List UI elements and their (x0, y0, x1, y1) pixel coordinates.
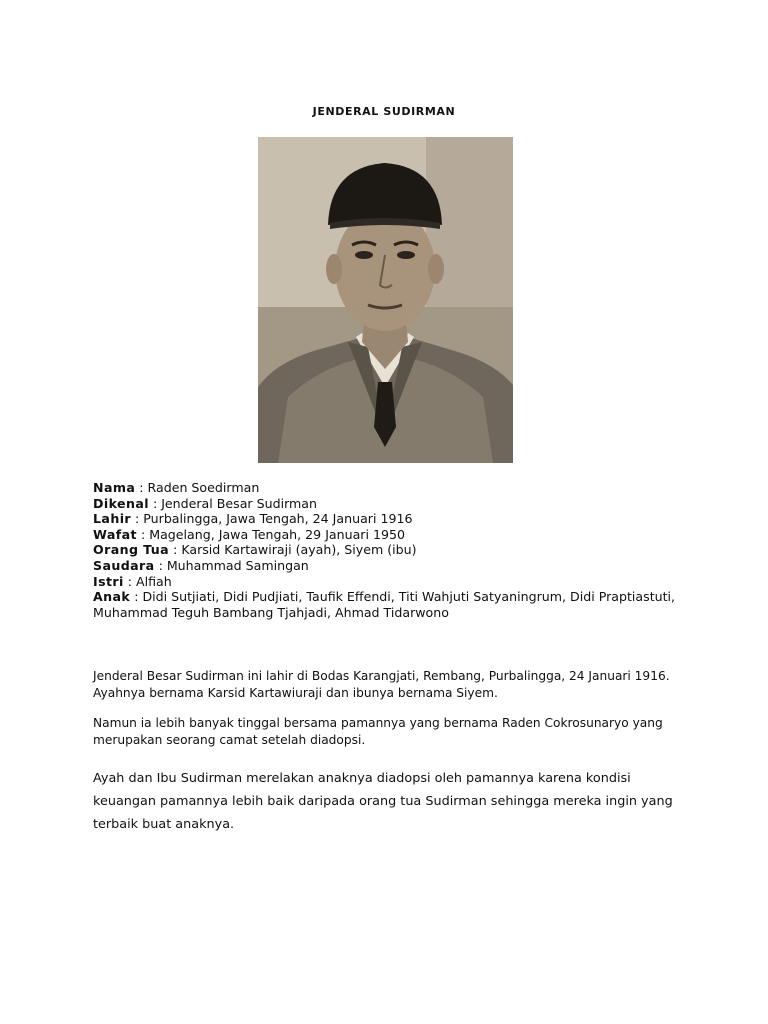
biodata-row-lahir (93, 511, 693, 527)
biodata-row-saudara (93, 558, 693, 574)
biodata-row-istri (93, 574, 693, 590)
biodata-key: Wafat (93, 526, 137, 542)
biodata-value: Magelang, Jawa Tengah, 29 Januari 1950 (149, 526, 406, 542)
biodata-key: Anak (93, 589, 131, 605)
biodata-key: Istri (93, 573, 124, 589)
biodata-separator: : (136, 526, 150, 542)
biodata-row-dikenal (93, 496, 693, 512)
biodata-key: Orang Tua (93, 542, 170, 558)
biodata-separator: : (169, 542, 182, 558)
portrait-photo (258, 137, 513, 463)
biodata-row-wafat (93, 527, 693, 543)
biodata-separator: : (131, 511, 144, 527)
biodata-key: Lahir (93, 511, 132, 527)
biodata-value: Alfiah (135, 573, 172, 589)
biodata-key: Saudara (93, 557, 155, 573)
biodata-key: Dikenal (93, 495, 149, 511)
biodata-value: Muhammad Samingan (166, 557, 309, 573)
paragraph-adoption: Namun ia lebih banyak tinggal bersama pamannya yang bernama Raden Cokrosunaryo yang merupakan seorang camat setelah diadopsi. (93, 716, 663, 747)
biodata-row-orang-tua (93, 542, 693, 558)
biodata-value: Karsid Kartawiraji (ayah), Siyem (ibu) (181, 542, 417, 558)
biodata-separator: : (154, 557, 167, 573)
biodata-separator: : (123, 573, 136, 589)
biodata-value: Raden Soedirman (147, 480, 260, 495)
paragraph-birth: Jenderal Besar Sudirman ini lahir di Bodas Karangjati, Rembang, Purbalingga, 24 Januari 1916. Ayahnya bernama Karsid Kartawiuraji dan ibunya bernama Siyem. (93, 669, 670, 700)
biodata-value: Jenderal Besar Sudirman (161, 495, 318, 511)
biodata-row-nama (93, 480, 693, 496)
biodata-separator: : (135, 480, 148, 495)
biodata-key: Nama (93, 480, 136, 495)
page-title: JENDERAL SUDIRMAN (312, 105, 456, 118)
biodata-separator: : (148, 495, 162, 511)
biodata-list (93, 480, 693, 620)
biodata-row-anak (93, 589, 693, 620)
portrait-illustration (258, 137, 513, 463)
biodata-value: Didi Sutjiati, Didi Pudjiati, Taufik Effendi, Titi Wahjuti Satyaningrum, Didi Praptiastuti, Muhammad Teguh Bambang Tjahjadi, Ahmad Tidarwono (93, 589, 676, 620)
paragraph-reason: Ayah dan Ibu Sudirman merelakan anaknya diadopsi oleh pamannya karena kondisi keuangan pamannya lebih baik daripada orang tua Sudirman sehingga mereka ingin yang terbaik buat anaknya. (93, 771, 673, 832)
biodata-separator: : (130, 589, 143, 605)
biodata-value: Purbalingga, Jawa Tengah, 24 Januari 1916 (143, 511, 413, 527)
